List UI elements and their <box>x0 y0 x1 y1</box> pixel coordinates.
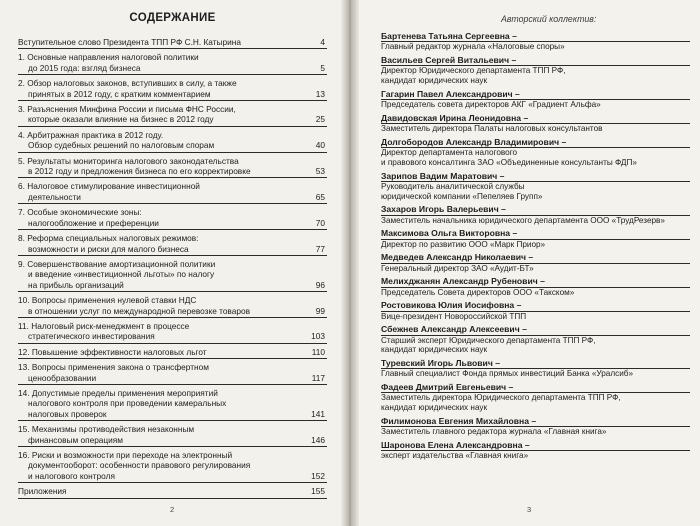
author-name: Филимонова Евгения Михайловна – <box>381 416 690 427</box>
toc-entry <box>18 486 327 498</box>
author-entry <box>381 440 690 461</box>
toc-entry <box>18 52 327 75</box>
author-name: Шаронова Елена Александровна – <box>381 440 690 451</box>
toc-page-number: 152 <box>311 470 325 481</box>
author-name: Гагарин Павел Александрович – <box>381 89 690 100</box>
toc-page-number: 110 <box>311 346 325 357</box>
toc-entry-text: 10. Вопросы применения нулевой ставки НДС <box>18 295 197 306</box>
toc-entry-text: 8. Реформа специальных налоговых режимов: <box>18 233 199 244</box>
toc-entry-text: в отношении услуг по международной перевозке товаров <box>28 305 250 316</box>
author-role: Директор Юридического департамента ТПП РФ, <box>381 66 566 76</box>
toc-entry-text: документооборот: особенности правового регулирования <box>28 460 251 471</box>
toc-entry <box>18 321 327 344</box>
author-role: Заместитель директора Палаты налоговых консультантов <box>381 124 603 133</box>
authors-list <box>381 31 690 461</box>
toc-entry-text: 1. Основные направления налоговой политики <box>18 52 199 63</box>
author-name: Фадеев Дмитрий Евгеньевич – <box>381 382 690 393</box>
toc-entry-text: и введение «инвестиционной льготы» по налогу <box>28 269 215 280</box>
author-role: Генеральный директор ЗАО «Аудит-БТ» <box>381 263 534 273</box>
author-entry <box>381 55 690 86</box>
author-entry <box>381 137 690 168</box>
author-entry <box>381 416 690 437</box>
toc-entry-text: финансовым операциям <box>28 434 124 445</box>
toc-entry-text: 14. Допустимые пределы применения мероприятий <box>18 387 218 398</box>
author-name: Захаров Игорь Валерьевич – <box>381 204 690 215</box>
toc-entry-text: в 2012 году и предложения бизнеса по его корректировке <box>28 166 251 177</box>
author-role: Главный специалист Фонда прямых инвестиций Банка «Уралсиб» <box>381 369 634 379</box>
author-role: юридической компании «Пепеляев Групп» <box>381 191 543 201</box>
toc-page-number: 155 <box>311 486 325 497</box>
author-role: Председатель Совета директоров ООО «Такском» <box>381 287 575 297</box>
page-number-left: 2 <box>170 505 175 514</box>
toc-entry-text: 4. Арбитражная практика в 2012 году. <box>18 129 164 140</box>
author-name: Мелихджанян Александр Рубенович – <box>381 276 690 287</box>
toc-entry-text: 3. Разъяснения Минфина России и письма ФНС России, <box>18 104 236 115</box>
toc-entry <box>18 259 327 292</box>
toc-entry-text: 7. Особые экономические зоны: <box>18 207 142 218</box>
toc-entry-text: 5. Результаты мониторинга налогового законодательства <box>18 155 239 166</box>
table-of-contents <box>18 37 327 499</box>
author-name: Ростовикова Юлия Иосифовна – <box>381 300 690 311</box>
author-name: Сбежнев Александр Алексеевич – <box>381 324 690 335</box>
toc-page-number: 13 <box>315 88 325 99</box>
toc-page-number: 103 <box>311 331 325 342</box>
toc-entry-text: стратегического инвестирования <box>28 331 155 342</box>
author-entry <box>381 300 690 321</box>
toc-entry-text: на прибыль организаций <box>28 279 124 290</box>
toc-entry-text: Приложения <box>18 486 67 497</box>
toc-entry <box>18 424 327 447</box>
toc-page-number: 146 <box>311 434 325 445</box>
author-name: Васильев Сергей Витальевич – <box>381 55 690 66</box>
toc-entry <box>18 181 327 204</box>
author-role: и правового консалтинга ЗАО «Объединенные консультанты ФДП» <box>381 157 637 167</box>
toc-page-number: 96 <box>315 279 325 290</box>
toc-entry-text: 15. Механизмы противодействия незаконным <box>18 424 195 435</box>
toc-entry-text: налоговых проверок <box>28 408 107 419</box>
author-entry <box>381 324 690 355</box>
author-role: кандидат юридических наук <box>381 345 488 355</box>
toc-page-number: 4 <box>320 37 325 47</box>
toc-entry-text: 16. Риски и возможности при переходе на электронный <box>18 450 233 460</box>
author-entry <box>381 204 690 225</box>
toc-entry-text: 13. Вопросы применения закона о трансфертном <box>18 362 209 373</box>
toc-entry-text: Вступительное слово Президента ТПП РФ С.Н. Катырина <box>18 37 241 47</box>
toc-entry <box>18 104 327 127</box>
author-role: Заместитель начальника юридического департамента ООО «ТрудРезерв» <box>381 215 665 225</box>
authors-page <box>359 0 700 526</box>
toc-entry-text: 12. Повышение эффективности налоговых льгот <box>18 346 207 357</box>
toc-entry-text: которые оказали влияние на бизнес в 2012 году <box>28 114 214 125</box>
author-name: Зарипов Вадим Маратович – <box>381 171 690 182</box>
toc-entry-text: ценообразовании <box>28 372 97 383</box>
author-entry <box>381 89 690 110</box>
author-name: Давидовская Ирина Леонидовна – <box>381 113 690 124</box>
author-role: Главный редактор журнала «Налоговые споры» <box>381 42 565 52</box>
toc-entry-text: налогообложение и преференции <box>28 217 159 228</box>
page-number-right: 3 <box>527 505 532 514</box>
author-name: Туревский Игорь Львович – <box>381 358 690 369</box>
author-role: Директор департамента налогового <box>381 148 518 157</box>
author-entry <box>381 276 690 297</box>
contents-title: СОДЕРЖАНИЕ <box>129 12 216 24</box>
author-entry <box>381 382 690 413</box>
toc-entry-text: 11. Налоговый риск-менеджмент в процессе <box>18 320 190 331</box>
toc-entry-text: и налогового контроля <box>28 470 115 481</box>
toc-page-number: 117 <box>311 372 325 383</box>
author-role: кандидат юридических наук <box>381 76 488 85</box>
toc-entry <box>18 450 327 483</box>
toc-entry-text: Обзор судебных решений по налоговым спорам <box>28 140 215 151</box>
author-role: Заместитель главного редактора журнала «Главная книга» <box>381 427 607 437</box>
author-entry <box>381 358 690 379</box>
author-role: кандидат юридических наук <box>381 403 488 413</box>
toc-entry <box>18 362 327 385</box>
author-entry <box>381 252 690 273</box>
toc-page-number: 141 <box>311 408 325 419</box>
toc-entry-text: до 2015 года: взгляд бизнеса <box>28 62 141 73</box>
toc-entry <box>18 388 327 421</box>
toc-page-number: 53 <box>315 166 325 177</box>
toc-entry-text: 6. Налоговое стимулирование инвестиционной <box>18 181 200 192</box>
author-entry <box>381 31 690 52</box>
author-name: Бартенева Татьяна Сергеевна – <box>381 31 690 42</box>
author-name: Максимова Ольга Викторовна – <box>381 228 690 239</box>
author-role: Вице-президент Новороссийской ТПП <box>381 311 527 321</box>
toc-page-number: 5 <box>320 62 325 73</box>
toc-entry-text: возможности и риски для малого бизнеса <box>28 243 189 254</box>
toc-entry-text: 2. Обзор налоговых законов, вступивших в силу, а также <box>18 78 237 89</box>
author-role: Руководитель аналитической службы <box>381 181 525 191</box>
toc-entry <box>18 78 327 101</box>
toc-entry-text: налогового контроля при проведении камеральных <box>28 398 227 409</box>
toc-entry <box>18 156 327 179</box>
toc-entry <box>18 37 327 49</box>
toc-page-number: 65 <box>315 191 325 202</box>
toc-entry <box>18 130 327 153</box>
author-name: Долгобородов Александр Владимирович – <box>381 137 690 148</box>
author-entry <box>381 113 690 134</box>
toc-entry-text: принятых в 2012 году, с кратким комментарием <box>28 88 211 99</box>
author-role: Директор по развитию ООО «Марк Приор» <box>381 239 546 249</box>
author-role: Заместитель директора Юридического департамента ТПП РФ, <box>381 393 621 403</box>
toc-page-number: 25 <box>315 114 325 125</box>
toc-entry <box>18 207 327 230</box>
toc-page-number: 70 <box>315 217 325 228</box>
toc-entry <box>18 233 327 256</box>
toc-entry-text: 9. Совершенствование амортизационной политики <box>18 258 216 269</box>
book-gutter <box>341 0 359 526</box>
toc-entry <box>18 295 327 318</box>
author-role: Председатель совета директоров АКГ «Градиент Альфа» <box>381 100 601 109</box>
toc-page-number: 77 <box>315 243 325 254</box>
author-name: Медведев Александр Николаевич – <box>381 252 690 263</box>
author-entry <box>381 171 690 202</box>
toc-page-number: 99 <box>315 305 325 316</box>
author-entry <box>381 228 690 249</box>
author-role: Старший эксперт Юридического департамента ТПП РФ, <box>381 335 596 345</box>
toc-entry-text: деятельности <box>28 191 81 202</box>
toc-entry <box>18 347 327 359</box>
toc-page-number: 40 <box>315 140 325 151</box>
author-role: эксперт издательства «Главная книга» <box>381 451 529 461</box>
authors-heading: Авторский коллектив: <box>501 14 597 24</box>
contents-page <box>0 0 341 526</box>
